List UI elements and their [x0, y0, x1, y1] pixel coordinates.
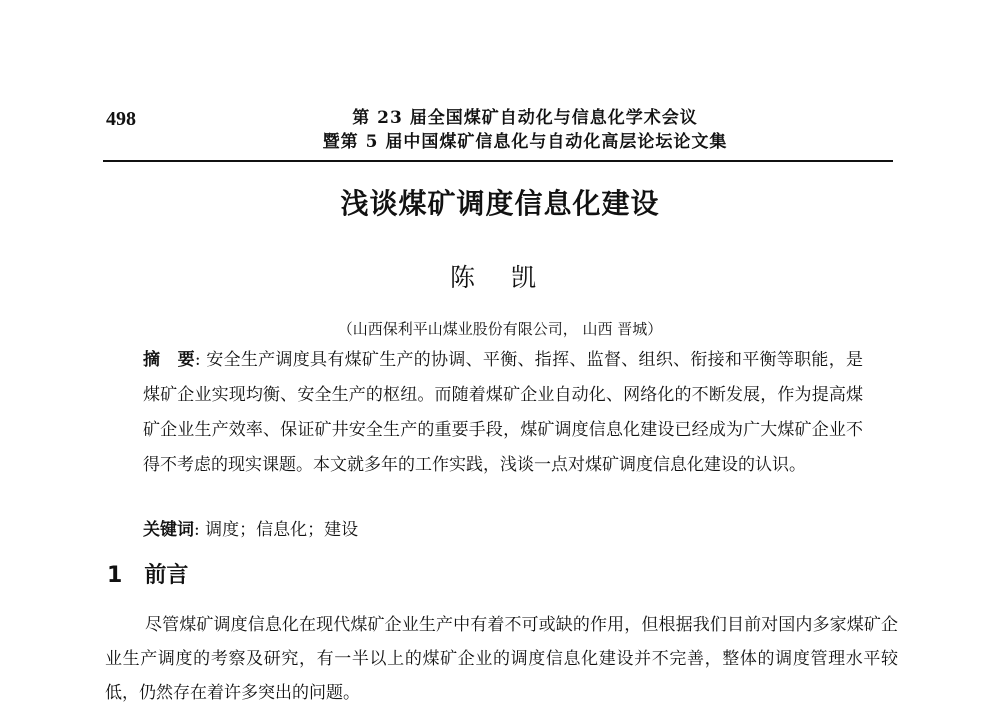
- keywords-separator: :: [194, 520, 206, 540]
- abstract-text: 安全生产调度具有煤矿生产的协调、平衡、指挥、监督、组织、衔接和平衡等职能，是煤矿企业实现均衡、安全生产的枢纽。而随着煤矿企业自动化、网络化的不断发展，作为提高煤矿企业生产效率、保证矿井安全生产的重要手段，煤矿调度信息化建设已经成为广大煤矿企业不得不考虑的现实课题。本文就多年的工作实践，浅谈一点对煤矿调度信息化建设的认识。: [143, 350, 863, 475]
- abstract-separator: :: [194, 350, 207, 370]
- section-heading: [107, 558, 188, 589]
- author-affiliation: （山西保利平山煤业股份有限公司， 山西 晋城）: [337, 320, 663, 338]
- conference-title-line1: 第 23 届全国煤矿自动化与信息化学术会议: [352, 108, 698, 128]
- header-rule: [103, 160, 893, 162]
- keywords-text: 调度；信息化；建设: [205, 520, 359, 540]
- keywords-label: 关键词: [143, 520, 194, 540]
- paper-author: 陈 凯: [450, 263, 550, 292]
- abstract: [143, 343, 863, 483]
- section-number: 1: [107, 563, 123, 588]
- section-title: 前言: [144, 563, 189, 588]
- keywords: [143, 515, 863, 545]
- section-body-paragraph: 尽管煤矿调度信息化在现代煤矿企业生产中有着不可或缺的作用，但根据我们目前对国内多家煤矿企业生产调度的考察及研究，有一半以上的煤矿企业的调度信息化建设并不完善，整体的调度管理水平较低，仍然存在着许多突出的问题。: [105, 615, 898, 703]
- conference-title-line2: 暨第 5 届中国煤矿信息化与自动化高层论坛论文集: [322, 132, 728, 152]
- page-number: 498: [106, 108, 136, 130]
- abstract-label: 摘 要: [143, 350, 195, 370]
- paper-title: 浅谈煤矿调度信息化建设: [340, 187, 660, 220]
